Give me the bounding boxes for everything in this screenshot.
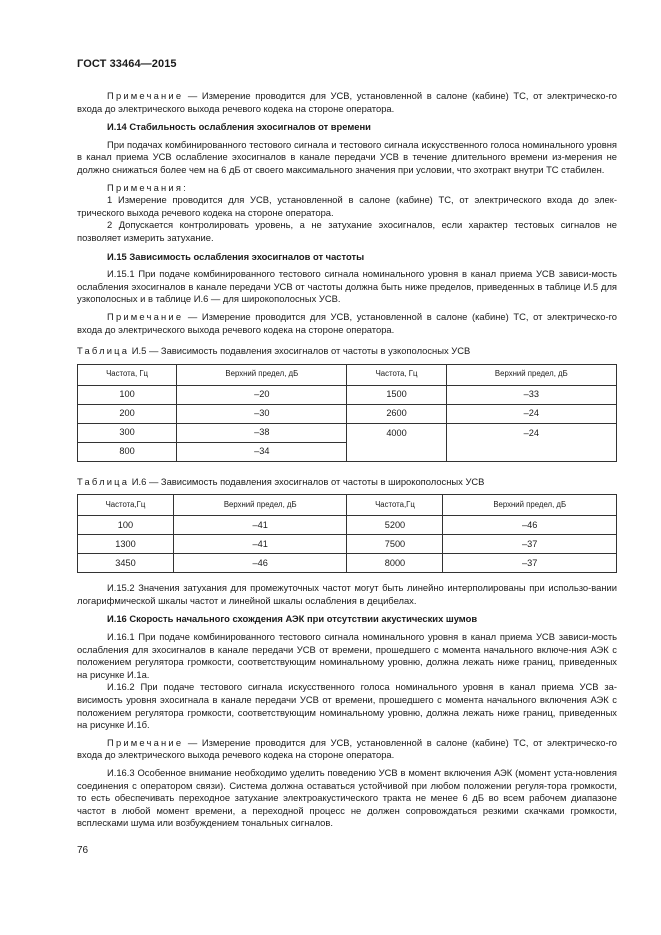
page-number: 76 bbox=[77, 845, 89, 856]
table-cell: 1300 bbox=[78, 535, 174, 554]
table-cell: –33 bbox=[446, 385, 616, 404]
document-body bbox=[77, 90, 617, 830]
section-text-i16-2: И.16.2 При подаче тестового сигнала искусственного голоса номинального уровня в канал приема УСВ за-висимость уровня эхосигнала в канале передачи УСВ от времени, прошедшего с момента начального включения АЭК с положением регулятора громкости, соответствующим номинальному уровню, должна лежать ниже границ, приведенных на рисунке И.1б. bbox=[77, 681, 617, 731]
notes-item-1: 1 Измерение проводится для УСВ, установленной в салоне (кабине) ТС, от электрического входа до элек-трического выхода речевого кодека на стороне оператора. bbox=[77, 194, 617, 218]
note-paragraph bbox=[77, 737, 617, 762]
table-cell: 200 bbox=[78, 404, 177, 423]
table-cell: 3450 bbox=[78, 554, 174, 573]
table-cell: 8000 bbox=[347, 554, 443, 573]
table-cell: –38 bbox=[177, 423, 347, 442]
table-header-row bbox=[78, 495, 617, 516]
notes-label: Примечания: bbox=[107, 181, 188, 193]
table-cell: –24 bbox=[446, 423, 616, 461]
table-cell: 100 bbox=[78, 385, 177, 404]
table-cell: –24 bbox=[446, 404, 616, 423]
table-i5 bbox=[77, 364, 617, 462]
table-cell: 800 bbox=[78, 442, 177, 461]
table-header-row bbox=[78, 364, 617, 385]
note-label: Примечание bbox=[107, 310, 184, 322]
section-heading-i14: И.14 Стабильность ослабления эхосигналов от времени bbox=[107, 121, 371, 133]
table-cell: 300 bbox=[78, 423, 177, 442]
section-heading-i16: И.16 Скорость начального схождения АЭК при отсутствии акустических шумов bbox=[107, 613, 478, 625]
table-cell: 1500 bbox=[347, 385, 446, 404]
table-cell: 4000 bbox=[347, 423, 446, 461]
table-row bbox=[78, 554, 617, 573]
table-cell: –37 bbox=[443, 554, 617, 573]
note-label: Примечание bbox=[107, 90, 184, 101]
table-header-cell: Частота, Гц bbox=[78, 364, 177, 385]
note-paragraph bbox=[77, 90, 617, 115]
table-header-cell: Верхний предел, дБ bbox=[446, 364, 616, 385]
table-header-cell: Верхний предел, дБ bbox=[173, 495, 347, 516]
section-text-i14: При подачах комбинированного тестового сигнала и тестового сигнала искусственного голоса номинального уровня в канал приема УСВ ослабление эхосигналов в канале передачи УСВ в течение длительного времени из-мерения не должно снижаться более чем на 6 дБ от своего максимального значения при условии, что эхотракт внутри ТС стабилен. bbox=[77, 138, 617, 175]
document-header: ГОСТ 33464—2015 bbox=[77, 58, 177, 70]
table-cell: –46 bbox=[443, 516, 617, 535]
table-cell: –30 bbox=[177, 404, 347, 423]
section-text-i16-1: И.16.1 При подаче комбинированного тестового сигнала номинального уровня в канал приема УСВ зависи-мость ослабления для эхосигналов в канале передачи УСВ от времени, прошедшего с момента начального включе-ния АЭК с положением регулятора громкости, соответствующим номинальному уровню, должна лежать ниже границ, приведенных на рисунке И.1а. bbox=[77, 631, 617, 680]
table-cell: 5200 bbox=[347, 516, 443, 535]
table-cell: 100 bbox=[78, 516, 174, 535]
table-cell: –37 bbox=[443, 535, 617, 554]
section-text-i15-2: И.15.2 Значения затухания для промежуточных частот могут быть линейно интерполированы при использо-вании логарифмической шкалы частот и линейной шкалы ослабления в децибелах. bbox=[77, 582, 617, 606]
table-caption-i6: Таблица И.6 — Зависимость подавления эхосигналов от частоты в широкополосных УСВ bbox=[77, 475, 485, 487]
table-cell: 7500 bbox=[347, 535, 443, 554]
table-header-cell: Верхний предел, дБ bbox=[177, 364, 347, 385]
table-row bbox=[78, 404, 617, 423]
note-text: — Измерение проводится для УСВ, установленной в салоне (кабине) ТС, от электрическо-го входа до электрического выхода речевого кодека на стороне оператора. bbox=[77, 310, 617, 335]
table-cell: –46 bbox=[173, 554, 347, 573]
table-row bbox=[78, 423, 617, 442]
table-header-cell: Частота, Гц bbox=[347, 364, 446, 385]
table-caption-i5: Таблица И.5 — Зависимость подавления эхосигналов от частоты в узкополосных УСВ bbox=[77, 345, 471, 357]
table-row bbox=[78, 385, 617, 404]
note-label: Примечание bbox=[107, 736, 184, 748]
note-paragraph bbox=[77, 311, 617, 336]
table-row bbox=[78, 516, 617, 535]
table-i6 bbox=[77, 494, 617, 573]
table-cell: –41 bbox=[173, 535, 347, 554]
table-header-cell: Частота,Гц bbox=[78, 495, 174, 516]
table-header-cell: Верхний предел, дБ bbox=[443, 495, 617, 516]
note-text: — Измерение проводится для УСВ, установленной в салоне (кабине) ТС, от электрическо-го входа до электрического выхода речевого кодека на стороне оператора. bbox=[77, 90, 617, 114]
section-heading-i15: И.15 Зависимость ослабления эхосигналов от частоты bbox=[107, 250, 365, 262]
notes-item-2: 2 Допускается контролировать уровень, а не затухание эхосигналов, если характер тестовых сигналов не позволяет измерить затухание. bbox=[77, 219, 617, 243]
table-cell: –41 bbox=[173, 516, 347, 535]
table-cell: 2600 bbox=[347, 404, 446, 423]
table-cell: –34 bbox=[177, 442, 347, 461]
table-header-cell: Частота,Гц bbox=[347, 495, 443, 516]
table-row bbox=[78, 535, 617, 554]
section-text-i16-3: И.16.3 Особенное внимание необходимо уделить поведению УСВ в момент включения АЭК (момент уста-новления соединения с оператором связи). Система должна оставаться устойчивой при любом положении регуля-тора громкости, то есть обеспечивать переходное затухание электроакустического тракта не менее 6 дБ во всем рабочем диапазоне частот в любой момент времени, а переходной процесс не должен сопровождаться резкими скачками громкости, всплесками шума или возбуждением тональных сигналов. bbox=[77, 767, 617, 829]
table-cell: –20 bbox=[177, 385, 347, 404]
section-text-i15-1: И.15.1 При подаче комбинированного тестового сигнала номинального уровня в канал приема УСВ зависи-мость ослабления эхосигналов в канале передачи УСВ от частоты должна быть ниже пределов, приведенных в таблице И.5 для узкополосных и в таблице И.6 — для широкополосных УСВ. bbox=[77, 268, 617, 305]
note-text: — Измерение проводится для УСВ, установленной в салоне (кабине) ТС, от электрическо-го входа до электрического выхода речевого кодека на стороне оператора. bbox=[77, 736, 617, 761]
